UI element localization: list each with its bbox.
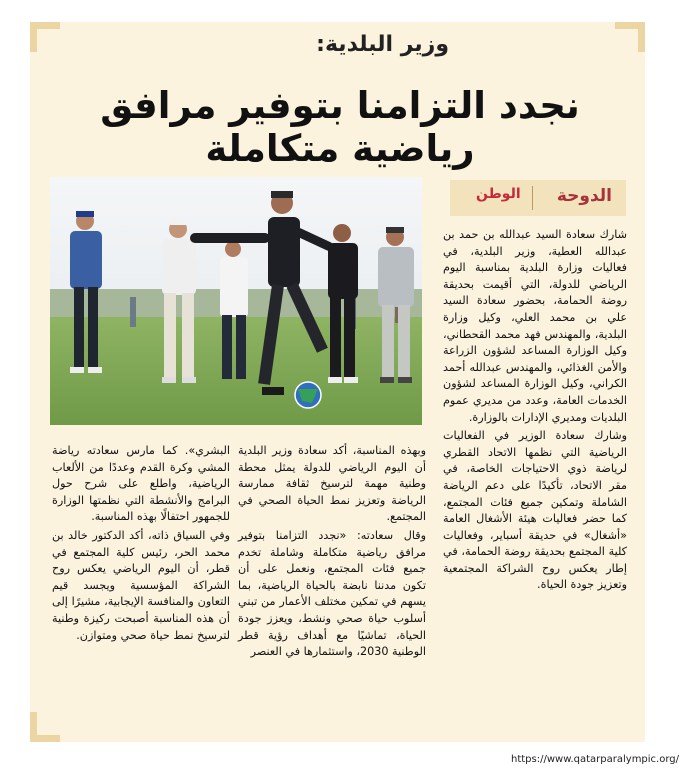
frame-corner	[638, 22, 645, 52]
paragraph: البشري». كما مارس سعادته رياضة المشي وكرة القدم وعددًا من الألعاب الرياضية، واطلع على شرح حول البرامج والأنشطة التي نظمتها الوزارة للجمهور احتفالًا بهذه المناسبة.	[52, 444, 230, 524]
paragraph: وفي السياق ذاته، أكد الدكتور خالد بن محمد الحر، رئيس كلية المجتمع في قطر، أن اليوم الرياضي يعكس روح الشراكة المؤسسية ويجسد قيم التعاون والمنافسة الإيجابية، مشيرًا إلى أن هذه المناسبة أصبحت ركيزة وطنية لترسيخ نمط حياة صحي ومتوازن.	[52, 528, 230, 642]
article-column-right	[443, 227, 627, 596]
paragraph: وشارك سعادة الوزير في الفعاليات الرياضية التي نظمها الاتحاد القطري لرياضة ذوي الاحتياجات الخاصة، في مقر الاتحاد، تأكيدًا على دعم الرياضة الشاملة وتمكين جميع فئات المجتمع، كما حضر فعاليات هيئة الأشغال العامة «أشغال» في حديقة أسباير، وفعاليات كلية المجتمع بحديقة روضة الحمامة، في إطار يعكس روح الشراكة المجتمعية وتعزيز جودة الحياة.	[443, 429, 627, 592]
paragraph: وبهذه المناسبة، أكد سعادة وزير البلدية أن اليوم الرياضي للدولة يمثل محطة وطنية مهمة لترسيخ ثقافة ممارسة الرياضة وتعزيز نمط الحياة الصحي في المجتمع.	[238, 444, 426, 524]
article-column-middle	[238, 443, 426, 663]
paragraph: شارك سعادة السيد عبدالله بن حمد بن عبدالله العطية، وزير البلدية، في فعاليات وزارة البلدية بمناسبة اليوم الرياضي للدولة، التي أقيمت بحديقة روضة الحمامة، بحضور سعادة السيد علي بن محمد العلي، وكيل وزارة البلدية، والمهندس فهد محمد القحطاني، وكيل الوزارة المساعد لشؤون الزراعة والأمن الغذائي، والمهندس عبدالله أحمد الكراني، وكيل الوزارة المساعد لشؤون الخدمات العامة، وعدد من مديري عموم البلديات ومديري الإدارات بالوزارة.	[443, 228, 627, 424]
newspaper-logo: الوطن	[476, 186, 521, 202]
frame-corner	[30, 712, 37, 742]
source-url: https://www.qatarparalympic.org/	[511, 754, 679, 765]
photo-illustration	[50, 177, 422, 425]
paragraph: وقال سعادته: «نجدد التزامنا بتوفير مرافق رياضية متكاملة وشاملة تخدم جميع فئات المجتمع، ونعمل على أن تكون مدننا نابضة بالحياة الرياضية، بما يسهم في تمكين مختلف الأعمار من تبني أسلوب حياة صحي ونشط، ويعزز جودة الحياة، تماشيًا مع أهداف رؤية قطر الوطنية 2030، واستثمارها في العنصر	[238, 528, 426, 659]
byline-divider	[532, 186, 533, 210]
article-column-left	[52, 443, 230, 646]
byline-city: الدوحة	[556, 186, 612, 206]
article-kicker: وزير البلدية:	[316, 32, 449, 57]
frame-corner	[30, 22, 37, 52]
article-photo	[50, 177, 422, 425]
article-headline: نجدد التزامنا بتوفير مرافق رياضية متكاملة	[100, 84, 580, 170]
byline-box	[450, 180, 626, 216]
